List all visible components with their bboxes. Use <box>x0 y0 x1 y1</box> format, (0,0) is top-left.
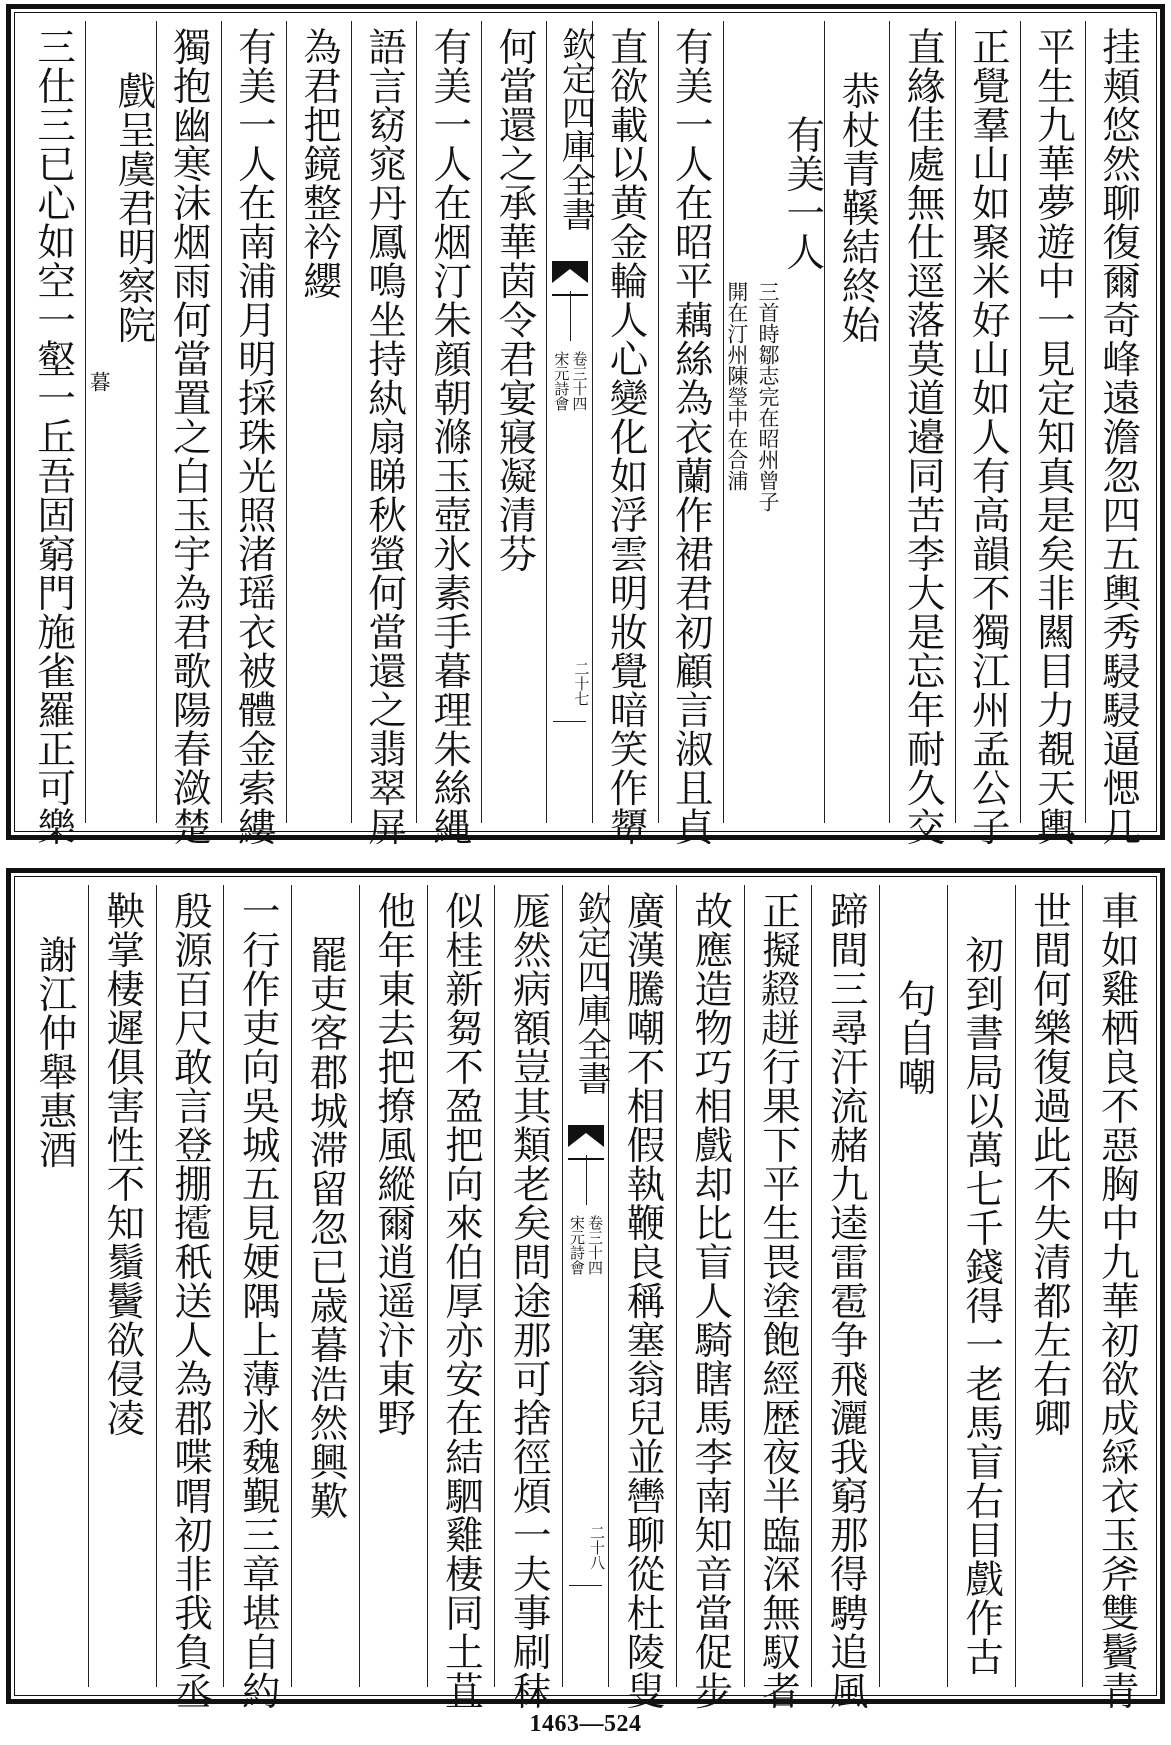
verse-line: 有美一人在昭平藕絲為衣蘭作裙君初顧言淑且貞 <box>668 27 714 846</box>
text-column <box>156 885 224 1710</box>
volume-info <box>563 1215 608 1275</box>
volume-number: 卷三十四 <box>570 351 589 411</box>
verse-line: 故應造物巧相戲却比盲人騎瞎馬李南知音當促步 <box>688 891 734 1710</box>
verse-line: 車如雞栖良不惡胸中九華初欲成綵衣玉斧雙鬢青 <box>1094 891 1140 1710</box>
text-column <box>1085 21 1150 846</box>
text-column <box>744 885 812 1710</box>
text-column <box>359 885 427 1687</box>
poem-title: 有美一人 <box>780 115 826 271</box>
text-column <box>1015 885 1083 1687</box>
verse-line: 恭杖青鞵結終始 <box>835 71 881 344</box>
verse-line: 何當還之承華茵令君宴寢凝清芬 <box>492 27 538 573</box>
text-column <box>824 21 889 823</box>
annotation-line: 開在汀州陳瑩中在合浦 <box>724 281 749 491</box>
text-column <box>156 21 221 846</box>
page-number: 1463—524 <box>529 1711 642 1737</box>
verse-line: 廣漢騰嘲不相假執鞭良稱塞翁兒並轡聊從杜陵叟 <box>620 891 666 1710</box>
divider <box>553 721 586 722</box>
poem-annotation <box>724 281 780 512</box>
volume-info <box>547 351 592 411</box>
verse-line: 直緣佳處無仕逕落莫道邉同苦李大是忘年耐久交 <box>900 27 946 846</box>
verse-line: 有美一人在烟汀朱顔朝滌玉壺氷素手暮理朱絲縄 <box>427 27 473 846</box>
verse-line: 獨抱幽寒沫烟雨何當置之白玉宇為君歌陽春潋楚 <box>166 27 212 846</box>
folio-number: 二十八 <box>588 1525 606 1570</box>
text-column <box>494 885 562 1710</box>
verse-line: 厖然病額豈其類老矣問途那可捨徑煩一夫事刷秣 <box>506 891 552 1710</box>
text-column <box>1020 21 1085 846</box>
annotation-line: 暮 <box>87 371 112 392</box>
verse-line: 一行作吏向吳城五見㛐隅上薄氷魏覲三章堪自約 <box>235 891 281 1710</box>
poem-title-group <box>86 21 155 823</box>
divider <box>569 1585 602 1586</box>
verse-line: 他年東去把撩風縱爾逍遥汴東野 <box>371 891 417 1437</box>
center-strip <box>546 21 596 823</box>
poem-title-group <box>724 21 825 823</box>
poem-title: 謝江仲舉惠酒 <box>32 935 78 1169</box>
volume-number: 卷三十四 <box>586 1215 604 1275</box>
verse-line: 語言窈窕丹鳳鳴坐持紈扇睇秋螢何當還之翡翠屏 <box>362 27 408 846</box>
poem-title: 初到書局以萬七千錢得一老馬盲右目戲作古 <box>959 935 1005 1676</box>
collection-name: 宋元詩會 <box>552 351 571 411</box>
verse-line: 有美一人在南浦月明採珠光照渚瑶衣被體金索縷 <box>231 27 277 846</box>
folio-number: 二十七 <box>572 661 591 706</box>
verse-line: 蹄間三尋汗流赭九逵雷雹争飛灑我窮那得騁追風 <box>823 891 869 1710</box>
text-column <box>481 21 546 823</box>
page-panel-bottom <box>6 868 1165 1710</box>
library-title: 欽定四庫全書 <box>555 27 596 231</box>
text-column <box>889 21 954 846</box>
verse-line: 似桂新芻不盈把向來伯厚亦安在結駟雞棲同土苴 <box>439 891 484 1710</box>
poem-title: 句自嘲 <box>891 979 937 1096</box>
annotation-line: 三首時鄒志完在昭州曾子 <box>756 281 781 512</box>
poem-title-column <box>723 21 825 823</box>
library-title: 欽定四庫全書 <box>571 891 611 1095</box>
verse-line: 正覺羣山如聚米好山如人有高韻不獨江州孟公子 <box>965 27 1011 846</box>
divider <box>586 1155 587 1205</box>
text-column <box>427 885 495 1710</box>
divider <box>570 291 571 341</box>
center-strip <box>562 885 611 1687</box>
text-column <box>416 21 481 846</box>
poem-title: 罷吏客郡城滞留忽已歳暮浩然興歎 <box>303 935 349 1520</box>
text-column <box>351 21 416 846</box>
verse-line: 平生九華夢遊中一見定知真是矣非闗目力覩天輿 <box>1030 27 1076 846</box>
verse-line: 鞅掌棲遲俱害性不知鬚鬢欲侵凌 <box>100 891 146 1437</box>
poem-title: 戲呈虞君明察院 <box>111 71 157 344</box>
verse-line: 挂頬悠然聊復爾奇峰遠澹忽四五輿秀駸駸逼愢几 <box>1096 27 1142 846</box>
verse-line: 殷源百尺敢言登掤𢶉秖送人為郡喋喟初非我負丞 <box>168 891 213 1710</box>
page-panel-top <box>6 4 1165 846</box>
verse-line: 為君把鏡整衿纓 <box>297 27 343 300</box>
text-column <box>291 885 359 1687</box>
text-column <box>811 885 879 1710</box>
text-column <box>221 21 286 846</box>
text-columns-bottom <box>21 885 1150 1710</box>
text-column <box>608 885 676 1710</box>
text-column <box>592 21 657 846</box>
text-column <box>676 885 744 1710</box>
text-column <box>223 885 291 1710</box>
text-column <box>21 885 88 1687</box>
verse-line: 三仕三已心如空一壑一丘吾固窮門施雀羅正可樂 <box>31 27 77 846</box>
text-column <box>1082 885 1150 1710</box>
text-column <box>947 885 1015 1687</box>
verse-line: 直欲載以黄金輪人心變化如浮雲明妝覺暗笑作顰 <box>603 27 649 846</box>
verse-line: 正擬𧺄𧻓行果下平生畏塗飽經歴夜半臨深無馭者 <box>756 891 801 1710</box>
poem-title-column <box>85 21 155 823</box>
text-column <box>955 21 1020 846</box>
text-column <box>88 885 156 1687</box>
text-column <box>879 885 947 1687</box>
collection-name: 宋元詩會 <box>568 1215 586 1275</box>
text-columns-top <box>21 21 1150 846</box>
text-column <box>286 21 351 823</box>
text-column <box>21 21 85 846</box>
text-column <box>658 21 723 846</box>
verse-line: 世間何樂復過此不失清都左右卿 <box>1027 891 1072 1437</box>
